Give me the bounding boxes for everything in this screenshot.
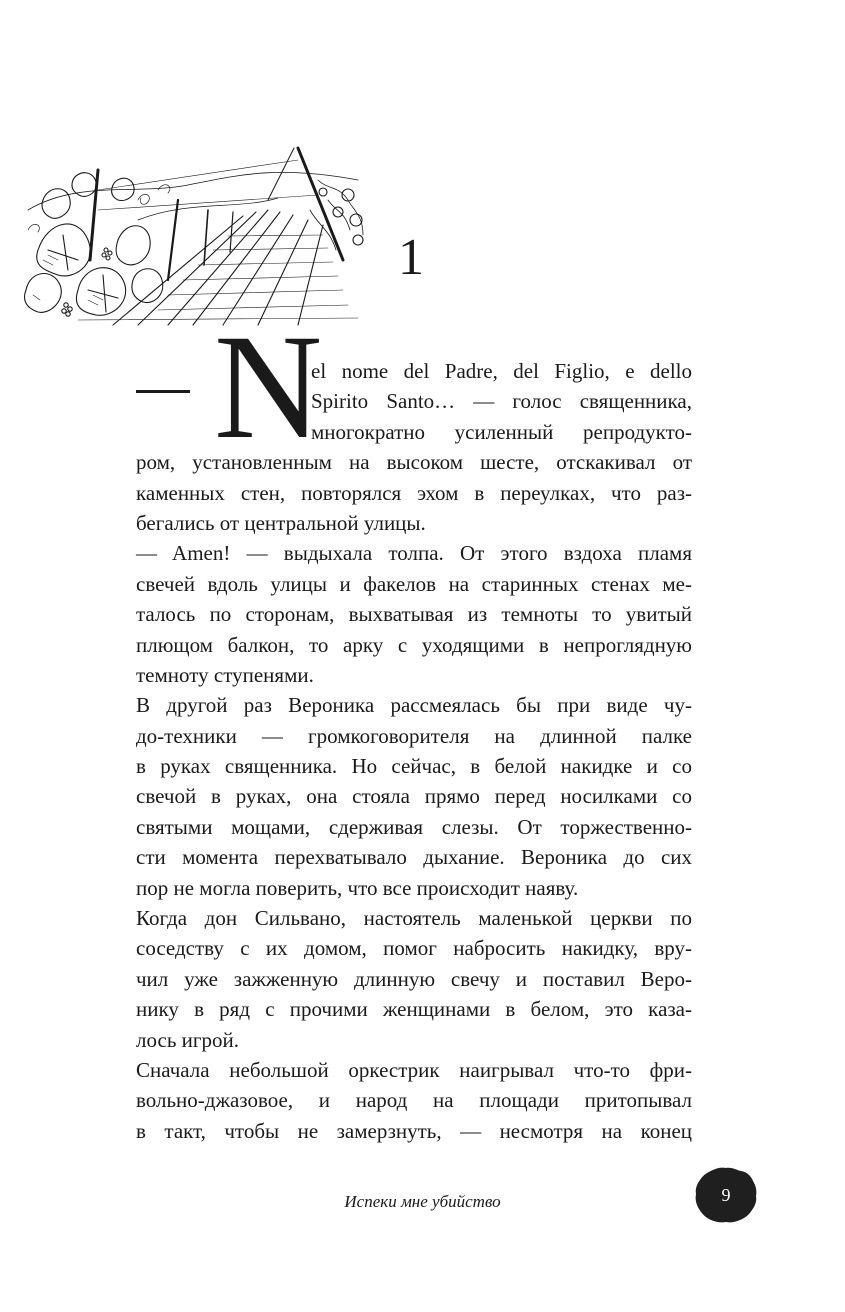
text-line: Spirito Santo… — голос священника, bbox=[311, 389, 692, 414]
text-line: темноту ступенями. bbox=[136, 662, 314, 687]
page-number: 9 bbox=[721, 1184, 731, 1205]
text-line: до-техники — громкоговорителя на длинной палке bbox=[136, 723, 692, 748]
text-line: Когда дон Сильвано, настоятель маленькой церкви по bbox=[136, 906, 692, 931]
text-line: каменных стен, повторялся эхом в переулках, что раз- bbox=[136, 480, 692, 505]
dropcap-letter: N bbox=[214, 304, 323, 470]
text-line: нику в ряд с прочими женщинами в белом, это каза- bbox=[136, 997, 692, 1022]
text-line: в руках священника. Но сейчас, в белой накидке и со bbox=[136, 754, 692, 779]
text-line: лось игрой. bbox=[136, 1027, 239, 1052]
body-text bbox=[136, 356, 692, 1146]
text-line: ром, установленным на высоком шесте, отскакивал от bbox=[136, 450, 692, 475]
text-line: сти момента перехватывало дыхание. Вероника до сих bbox=[136, 845, 692, 870]
text-line: чил уже зажженную длинную свечу и поставил Веро- bbox=[136, 966, 692, 991]
text-line: свечей вдоль улицы и факелов на старинных стенах ме- bbox=[136, 571, 692, 596]
text-line: — Amen! — выдыхала толпа. От этого вздоха пламя bbox=[136, 541, 692, 566]
text-line: плющом балкон, то арку с уходящими в непроглядную bbox=[136, 632, 692, 657]
text-line: вольно-джазовое, и народ на площади притопывал bbox=[136, 1088, 692, 1113]
chapter-number: 1 bbox=[398, 229, 424, 286]
text-line: пор не могла поверить, что все происходит наяву. bbox=[136, 875, 579, 900]
text-line: бегались от центральной улицы. bbox=[136, 510, 426, 535]
text-line: святыми мощами, сдерживая слезы. От торжественно- bbox=[136, 814, 692, 839]
text-line: el nome del Padre, del Figlio, e dello bbox=[311, 359, 692, 383]
text-line: соседству с их домом, помог набросить накидку, вру- bbox=[136, 936, 692, 961]
text-line: в такт, чтобы не замерзнуть, — несмотря на конец bbox=[136, 1118, 692, 1143]
running-footer-title: Испеки мне убийство bbox=[344, 1192, 501, 1211]
text-line: Сначала небольшой оркестрик наигрывал что-то фри- bbox=[136, 1057, 692, 1082]
text-line: талось по сторонам, выхватывая из темноты то увитый bbox=[136, 602, 692, 627]
text-line: В другой раз Вероника рассмеялась бы при виде чу- bbox=[136, 693, 692, 718]
text-line: свечой в руках, она стояла прямо перед носилками со bbox=[136, 784, 692, 809]
text-line: многократно усиленный репродукто- bbox=[311, 419, 692, 444]
